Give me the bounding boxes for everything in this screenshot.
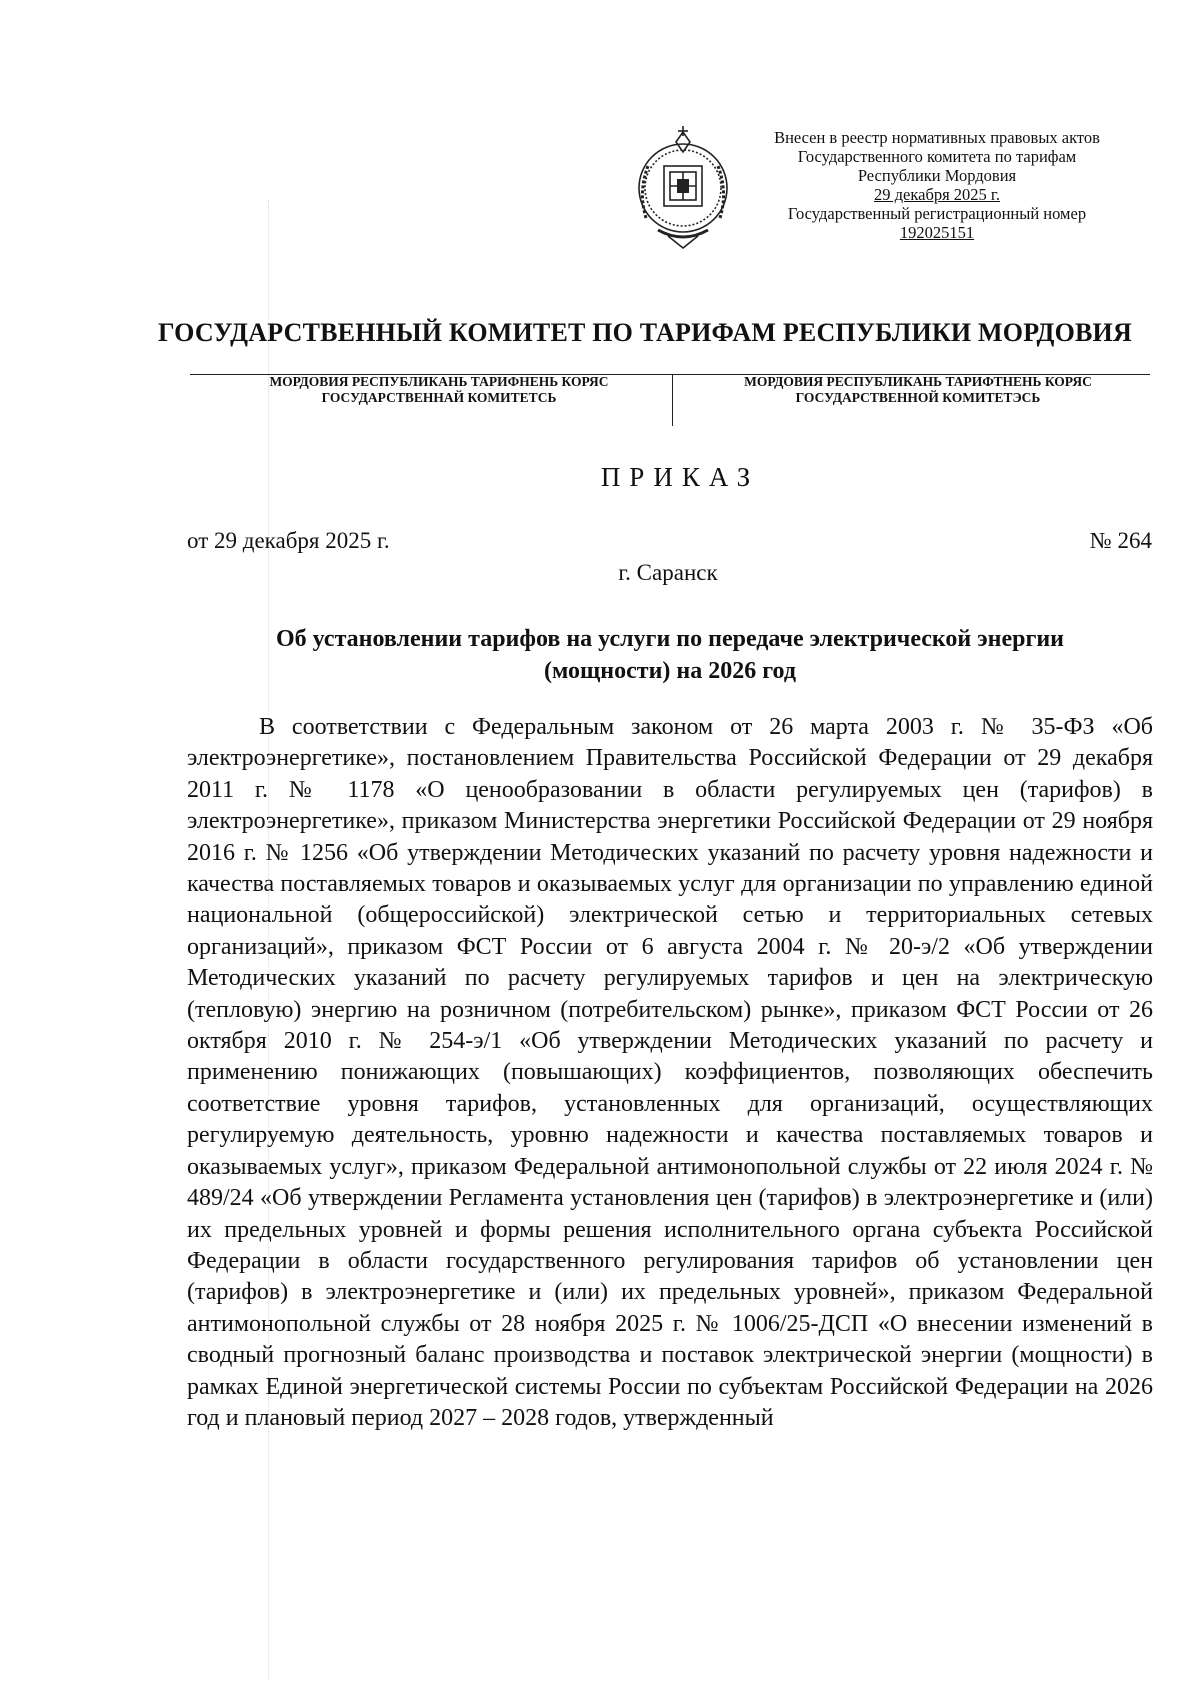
mordovian-right-line: МОРДОВИЯ РЕСПУБЛИКАНЬ ТАРИФТНЕНЬ КОРЯС: [744, 374, 1092, 389]
subject-line: Об установлении тарифов на услуги по передаче электрической энергии: [275, 626, 1065, 652]
header-divider: [672, 374, 673, 426]
coat-of-arms-emblem: [624, 122, 742, 250]
registry-date: 29 декабря 2025 г.: [874, 185, 1000, 204]
subject-line: (мощности) на 2026 год: [544, 658, 796, 684]
registry-stamp: [752, 128, 1122, 242]
order-city: г. Саранск: [618, 560, 718, 585]
registry-line: Государственный регистрационный номер: [787, 204, 1087, 223]
registry-line: Государственного комитета по тарифам: [797, 147, 1077, 166]
order-heading: ПРИКАЗ: [600, 462, 760, 492]
registry-line: Республики Мордовия: [857, 166, 1017, 185]
mordovian-title-left: [214, 374, 664, 406]
mordovian-left-line: МОРДОВИЯ РЕСПУБЛИКАНЬ ТАРИФНЕНЬ КОРЯС: [269, 374, 609, 389]
committee-title: ГОСУДАРСТВЕННЫЙ КОМИТЕТ ПО ТАРИФАМ РЕСПУБЛИКИ МОРДОВИЯ: [158, 318, 1132, 347]
order-number: № 264: [1089, 528, 1152, 553]
mordovian-right-line: ГОСУДАРСТВЕННОЙ КОМИТЕТЭСЬ: [795, 390, 1041, 405]
order-date: от 29 декабря 2025 г.: [187, 528, 390, 553]
registry-line: Внесен в реестр нормативных правовых актов: [774, 128, 1100, 147]
mordovian-left-line: ГОСУДАРСТВЕННАЙ КОМИТЕТСЬ: [321, 390, 557, 405]
mordovian-title-right: [688, 374, 1148, 406]
order-subject: [190, 623, 1150, 687]
registry-number: 192025151: [899, 223, 975, 242]
body-paragraph: В соответствии с Федеральным законом от 26 марта 2003 г. № 35-ФЗ «Об электроэнергетике», постановлением Правительства Российской Федерации от 29 декабря 2011 г. № 1178 «О ценообразовании в области регулируемых цен (тарифов) в электроэнергетике», приказом Министерства энергетики Российской Федерации от 29 ноября 2016 г. № 1256 «Об утверждении Методических указаний по расчету уровня надежности и качества поставляемых товаров и оказываемых услуг для организации по управлению единой национальной (общероссийской) электрической сетью и территориальных сетевых организаций», приказом ФСТ России от 6 августа 2004 г. № 20-э/2 «Об утверждении Методических указаний по расчету регулируемых тарифов и цен на электрическую (тепловую) энергию на розничном (потребительском) рынке», приказом ФСТ России от 26 октября 2010 г. № 254-э/1 «Об утверждении Методических указаний по расчету и применению понижающих (повышающих) коэффициентов, позволяющих обеспечить соответствие уровня тарифов, установленных для организаций, осуществляющих регулируемую деятельность, уровню надежности и качества поставляемых товаров и оказываемых услуг», приказом Федеральной антимонопольной службы от 22 июля 2024 г. № 489/24 «Об утверждении Регламента установления цен (тарифов) в электроэнергетике и (или) их предельных уровней и формы решения исполнительного органа субъекта Российской Федерации в области государственного регулирования тарифов об установлении цен (тарифов) в электроэнергетике и (или) их предельных уровней», приказом Федеральной антимонопольной службы от 28 ноября 2025 г. № 1006/25-ДСП «О внесении изменений в сводный прогнозный баланс производства и поставок электрической энергии (мощности) в рамках Единой энергетической системы России по субъектам Российской Федерации на 2026 год и плановый период 2027 – 2028 годов, утвержденный: [187, 714, 1153, 1431]
